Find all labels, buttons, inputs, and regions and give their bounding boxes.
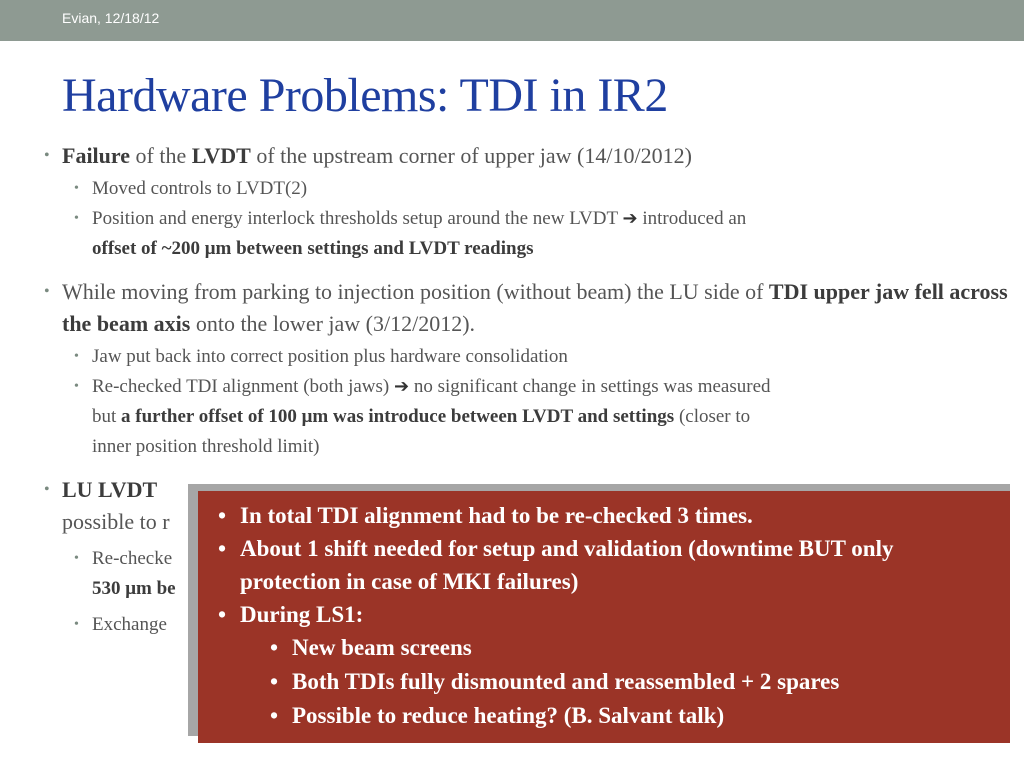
bullet-icon: •: [44, 147, 50, 164]
sub-bullet-jaw-back: • Jaw put back into correct position plus hardware consolidation: [40, 342, 1010, 372]
bullet-icon: •: [270, 703, 279, 728]
callout-box: [198, 491, 1010, 743]
bullet-icon: •: [218, 503, 227, 528]
bullet-icon: •: [218, 536, 227, 561]
bullet-icon: •: [74, 349, 79, 364]
bullet-icon: •: [44, 481, 50, 498]
header-bar: [0, 0, 1024, 41]
bullet-icon: •: [218, 602, 227, 627]
bullet-icon: •: [74, 181, 79, 196]
bullet-lu-lvdt: • LU LVDT possible to r: [40, 474, 1010, 538]
bullet-icon: •: [74, 211, 79, 226]
bullet-icon: •: [44, 283, 50, 300]
arrow-right-icon: ➔: [622, 208, 638, 229]
slide-meta: Evian, 12/18/12: [62, 10, 160, 26]
slide-title: Hardware Problems: TDI in IR2: [62, 69, 668, 122]
sub-bullet-moved-controls: • Moved controls to LVDT(2): [40, 174, 1010, 204]
callout-subitem: • Possible to reduce heating? (B. Salvant talk): [212, 699, 996, 733]
sub-bullet-interlock: • Position and energy interlock thresholds setup around the new LVDT ➔ introduced an offset of ~200 μm between settings and LVDT readings: [40, 204, 1010, 264]
bullet-jaw-fell: • While moving from parking to injection position (without beam) the LU side of TDI upper jaw fell across the beam axis onto the lower jaw (3/12/2012).: [40, 276, 1010, 340]
arrow-right-icon: ➔: [393, 376, 410, 397]
bullet-icon: •: [270, 669, 279, 694]
sub-bullet-exchange: • Exchange: [40, 610, 1010, 640]
sub-bullet-rechecked: • Re-checked TDI alignment (both jaws) ➔ no significant change in settings was measured but a further offset of 100 μm was introduce between LVDT and settings (closer to inner position threshold limit): [40, 372, 1010, 462]
bullet-icon: •: [270, 635, 279, 660]
sub-bullet-rechecked-2: • Re-checke 530 μm be: [40, 544, 1010, 604]
bullet-icon: •: [74, 551, 79, 566]
callout-item: • About 1 shift needed for setup and validation (downtime BUT only protection in case of MKI failures): [212, 532, 996, 598]
callout-item: • In total TDI alignment had to be re-checked 3 times.: [212, 499, 996, 532]
bullet-icon: •: [74, 379, 79, 394]
bullet-failure: • Failure of the LVDT of the upstream corner of upper jaw (14/10/2012): [40, 140, 1010, 172]
bullet-icon: •: [74, 617, 79, 632]
callout-subitem: • Both TDIs fully dismounted and reassembled + 2 spares: [212, 665, 996, 699]
callout-item: • During LS1:: [212, 598, 996, 631]
callout-subitem: • New beam screens: [212, 631, 996, 665]
